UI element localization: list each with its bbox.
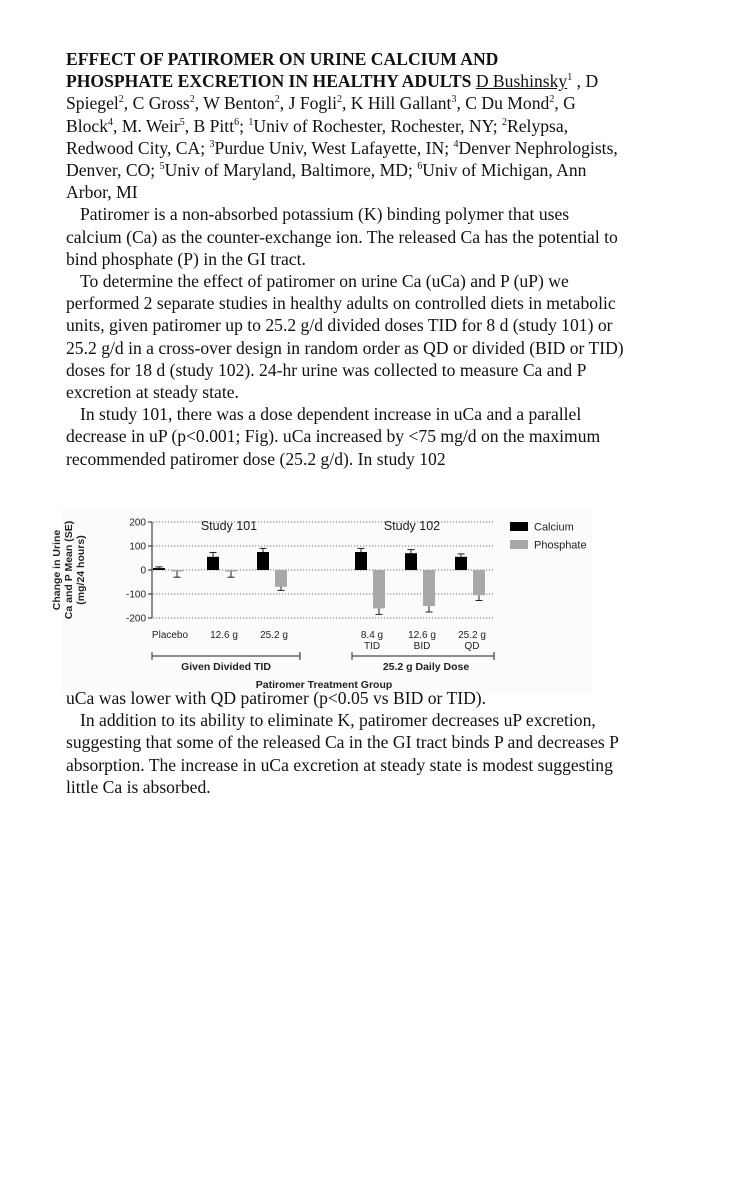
bar-calcium — [405, 553, 417, 570]
x-tick-label: 25.2 g — [458, 630, 486, 641]
affiliation: Univ of Michigan, Ann Arbor, MI — [66, 160, 587, 203]
author-sup: 2 — [274, 94, 280, 106]
x-tick-label-line2: BID — [413, 641, 431, 652]
x-tick-label: 12.6 g — [408, 630, 436, 641]
abstract-continued — [66, 687, 626, 798]
panel-title-study-101: Study 101 — [200, 519, 258, 533]
x-tick-label: 25.2 g — [260, 630, 288, 641]
first-author — [476, 71, 572, 91]
x-tick-label: Placebo — [151, 630, 189, 641]
first-author-sup: 1 — [567, 72, 573, 84]
y-tick-label: 100 — [129, 541, 146, 553]
affiliation-sup: 3 — [209, 138, 215, 150]
affiliation-sup: 2 — [502, 116, 508, 128]
paragraph-4: uCa was lower with QD patiromer (p<0.05 vs BID or TID). — [66, 688, 487, 708]
author-sup: 3 — [451, 94, 457, 106]
bar-calcium — [207, 557, 219, 570]
author: , D Spiegel — [66, 71, 599, 114]
title-line-2: PHOSPHATE EXCRETION IN HEALTHY ADULTS — [66, 71, 472, 92]
author: , M. Weir — [113, 115, 180, 136]
author-sup: 2 — [189, 94, 195, 106]
affiliation-sup: 4 — [453, 138, 459, 150]
affiliation: Relypsa, Redwood City, CA; — [66, 115, 569, 158]
affiliation: Univ of Maryland, Baltimore, MD; — [164, 160, 413, 181]
affiliation: Purdue Univ, West Lafayette, IN; — [214, 137, 450, 158]
y-axis-label: Change in UrineCa and P Mean (SE)(mg/24 hours) — [51, 520, 87, 620]
y-tick-label: -100 — [125, 589, 146, 601]
bar-calcium — [355, 552, 367, 570]
x-tick-label-line2: QD — [464, 641, 480, 652]
paragraph-2: To determine the effect of patiromer on urine Ca (uCa) and P (uP) we performed 2 separate studies in healthy adults on controlled diets in metabolic units, given patiromer up to 25.2 g/d divided doses TID for 8 d (study 101) or 25.2 g/d in a cross-over design in random order as QD or divided (BID or TID) doses for 18 d (study 102). 24-hr urine was collected to measure Ca and P excretion at steady state. — [66, 271, 624, 403]
affiliation-sup: 5 — [159, 161, 165, 173]
group-label-given-divided: Given Divided TID — [181, 661, 271, 673]
figure — [51, 508, 592, 694]
bar-phosphate — [373, 570, 385, 608]
bar-calcium — [455, 557, 467, 570]
group-label-daily-dose: 25.2 g Daily Dose — [382, 661, 470, 673]
first-author-name: D Bushinsky — [475, 71, 568, 92]
affiliation-sup: 1 — [248, 116, 254, 128]
author: , C Gross — [123, 93, 190, 114]
legend-label-calcium: Calcium — [534, 521, 574, 534]
author-sup: 6 — [234, 116, 240, 128]
y-tick-label: 0 — [140, 565, 146, 577]
bar-chart — [51, 508, 592, 694]
bar-phosphate — [423, 570, 435, 606]
x-tick-label: 12.6 g — [210, 630, 238, 641]
bar-phosphate — [275, 570, 287, 587]
affiliation-sup: 6 — [417, 161, 423, 173]
author: , W Benton — [194, 93, 275, 114]
author-sup: 2 — [118, 94, 124, 106]
author-sup: 2 — [336, 94, 342, 106]
panel-title-study-102: Study 102 — [383, 519, 441, 533]
legend-swatch-calcium — [510, 522, 528, 531]
author-sup: 5 — [179, 116, 185, 128]
author: , K Hill Gallant — [341, 93, 452, 114]
bar-calcium — [153, 568, 165, 570]
author-block: , D Spiegel$^2$, C Gross$^2$, W Benton$^2$, J Fogli$^2$, K Hill Gallant$^3$, C Du Mond$^2$, G Block$^4$, M. Weir$^5$, B Pitt$^6$; $^1$Univ of Rochester, Rochester, NY; $^2$Relypsa, Redwood City, CA; $^3$Purdue Univ, West Lafayette, IN; $^4$Denver Nephrologists, Denver, CO; $^5$Univ of Maryland, Baltimore, MD; $^6$Univ of Michigan, Ann Arbor, MI — [66, 71, 618, 203]
author-sup: 4 — [108, 116, 114, 128]
title-line-1: EFFECT OF PATIROMER ON URINE CALCIUM AND — [66, 49, 499, 69]
paragraph-3: In study 101, there was a dose dependent increase in uCa and a parallel decrease in uP (p<0.001; Fig). uCa increased by <75 mg/d on the maximum recommended patiromer dose (25.2 g/d). In study 102 — [66, 404, 601, 469]
author: , C Du Mond — [456, 93, 550, 114]
paragraph-5: In addition to its ability to eliminate K, patiromer decreases uP excretion, suggesting that some of the released Ca in the GI tract binds P and decreases P absorption. The increase in uCa excretion at steady state is modest suggesting little Ca is absorbed. — [66, 710, 619, 797]
abstract-title — [66, 48, 626, 91]
x-tick-label: 8.4 g — [360, 630, 384, 641]
affiliation: Univ of Rochester, Rochester, NY; — [253, 115, 498, 136]
legend-swatch-phosphate — [510, 540, 528, 549]
x-tick-label-line2: TID — [363, 641, 381, 652]
affiliation: Denver Nephrologists, Denver, CO; — [66, 137, 618, 181]
paragraph-1: Patiromer is a non-absorbed potassium (K) binding polymer that uses calcium (Ca) as the counter-exchange ion. The released Ca has the potential to bind phosphate (P) in the GI tract. — [66, 204, 618, 269]
legend-label-phosphate: Phosphate — [534, 539, 587, 552]
x-axis-label: Patiromer Treatment Group — [255, 679, 393, 691]
author: , B Pitt — [184, 115, 235, 136]
author: , J Fogli — [279, 93, 337, 114]
author: , G Block — [66, 93, 576, 136]
y-tick-label: -200 — [125, 613, 146, 625]
bar-calcium — [257, 552, 269, 570]
abstract — [66, 48, 626, 470]
y-tick-label: 200 — [129, 517, 146, 529]
abstract-body — [66, 48, 626, 470]
author-sup: 2 — [549, 94, 555, 106]
bar-phosphate — [473, 570, 485, 595]
